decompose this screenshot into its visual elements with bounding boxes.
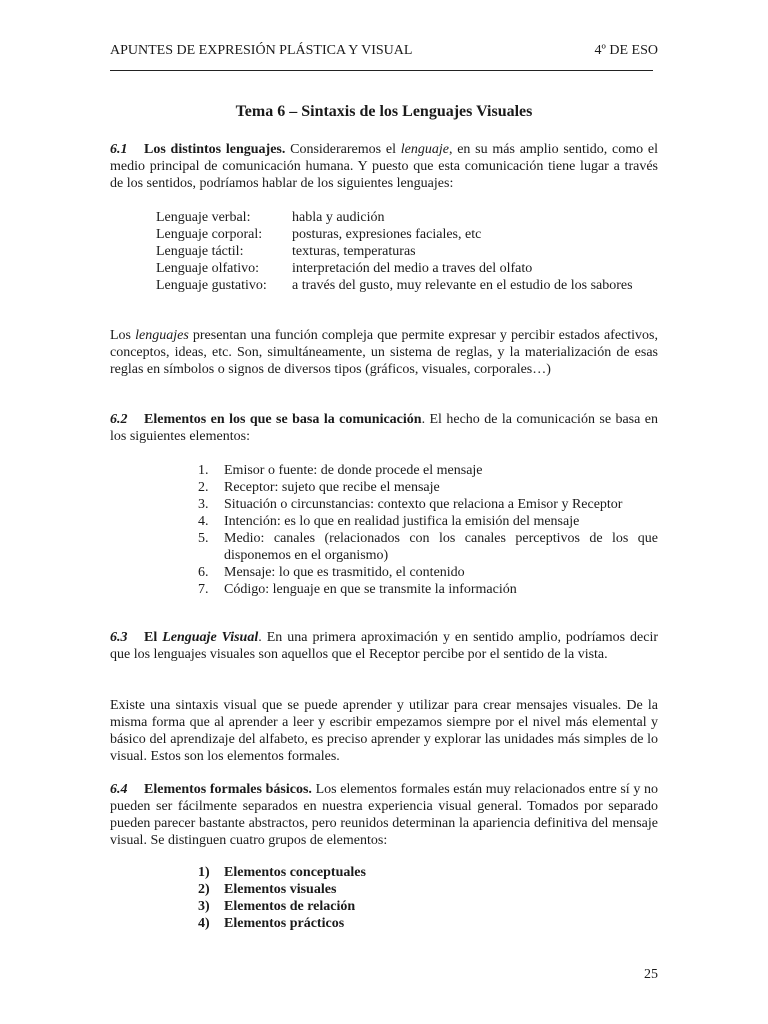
item-number: 4. bbox=[198, 514, 209, 529]
item-text: Intención: es lo que en realidad justifica la emisión del mensaje bbox=[224, 514, 580, 529]
section-number: 6.4 bbox=[110, 782, 128, 797]
language-name: Lenguaje corporal: bbox=[156, 227, 263, 242]
paragraph-sintaxis: Existe una sintaxis visual que se puede aprender y utilizar para crear mensajes visuales. De la misma forma que al aprender a leer y escribir empezamos siempre por el nivel más elemental y básico del aprendizaje del alfabeto, es preciso aprender y explorar las unidades más simples de lo visual. Estos son los elementos formales. bbox=[110, 698, 658, 764]
paragraph-text: Los bbox=[110, 328, 136, 343]
item-text: Elementos prácticos bbox=[224, 916, 345, 931]
language-name: Lenguaje gustativo: bbox=[156, 278, 267, 293]
item-text: Emisor o fuente: de donde procede el mensaje bbox=[224, 463, 483, 478]
section-number: 6.3 bbox=[110, 630, 128, 645]
section-number: 6.1 bbox=[110, 142, 128, 157]
item-text: Mensaje: lo que es trasmitido, el contenido bbox=[224, 565, 465, 580]
section-text: , en su más amplio sentido, como el medio principal de comunicación humana. Y puesto que esta comunicación tiene lugar a través de los sentidos, podríamos hablar de los siguientes lenguajes: bbox=[110, 142, 658, 191]
list-item bbox=[198, 564, 658, 581]
item-text: Situación o circunstancias: contexto que relaciona a Emisor y Receptor bbox=[224, 497, 623, 512]
section-6-4 bbox=[110, 781, 658, 849]
list-item bbox=[198, 915, 498, 932]
item-text: Elementos visuales bbox=[224, 882, 337, 897]
language-name: Lenguaje verbal: bbox=[156, 210, 251, 225]
paragraph-text: presentan una función compleja que permite expresar y percibir estados afectivos, conceptos, ideas, etc. Son, simultáneamente, un sistema de reglas, y la materialización de esas reglas en símbolos o signos de diversos tipos (gráficos, visuales, corporales…) bbox=[110, 328, 658, 377]
item-number: 5. bbox=[198, 531, 209, 546]
list-item bbox=[198, 496, 658, 513]
language-desc: texturas, temperaturas bbox=[292, 244, 416, 259]
list-item bbox=[198, 479, 658, 496]
section-6-2 bbox=[110, 411, 658, 445]
language-desc: habla y audición bbox=[292, 210, 385, 225]
list-item bbox=[198, 513, 658, 530]
list-item bbox=[156, 277, 636, 294]
item-number: 6. bbox=[198, 565, 209, 580]
item-text: Elementos conceptuales bbox=[224, 865, 366, 880]
section-heading-italic: Lenguaje Visual bbox=[162, 630, 259, 645]
section-heading: Los distintos lenguajes. bbox=[144, 142, 286, 157]
section-heading: Elementos formales básicos. bbox=[144, 782, 312, 797]
page-title: Tema 6 – Sintaxis de los Lenguajes Visuales bbox=[235, 103, 533, 120]
item-number: 7. bbox=[198, 582, 209, 597]
item-number: 3) bbox=[198, 899, 210, 914]
item-number: 1. bbox=[198, 463, 209, 478]
languages-list bbox=[156, 209, 636, 294]
item-number: 2. bbox=[198, 480, 209, 495]
item-number: 3. bbox=[198, 497, 209, 512]
list-item bbox=[198, 462, 658, 479]
list-item bbox=[198, 881, 498, 898]
list-item bbox=[198, 898, 498, 915]
section-heading: El bbox=[144, 630, 163, 645]
language-name: Lenguaje táctil: bbox=[156, 244, 244, 259]
list-item bbox=[156, 260, 636, 277]
language-desc: a través del gusto, muy relevante en el estudio de los sabores bbox=[292, 278, 633, 293]
language-desc: interpretación del medio a traves del olfato bbox=[292, 261, 533, 276]
paragraph-text-italic: lenguajes bbox=[135, 328, 189, 343]
item-text: Elementos de relación bbox=[224, 899, 356, 914]
section-text: . En una primera aproximación y en sentido amplio, podríamos decir que los lenguajes visuales son aquellos que el Receptor percibe por el sentido de la vista. bbox=[110, 630, 658, 662]
header-rule bbox=[110, 70, 653, 71]
page-number: 25 bbox=[644, 967, 658, 982]
paragraph-lenguajes bbox=[110, 327, 658, 378]
communication-elements-list bbox=[198, 462, 658, 598]
list-item bbox=[156, 209, 636, 226]
page-header bbox=[110, 42, 658, 60]
item-number: 1) bbox=[198, 865, 210, 880]
section-text: Los elementos formales están muy relacionados entre sí y no pueden ser fácilmente separados en nuestra experiencia visual general. Tomados por separado pueden parecer bastante abstractos, pero reunidos determinan la apariencia definitiva del mensaje visual. Se distinguen cuatro grupos de elementos: bbox=[110, 782, 658, 848]
section-text: . El hecho de la comunicación se basa en los siguientes elementos: bbox=[110, 412, 658, 444]
list-item bbox=[198, 530, 658, 564]
section-6-3 bbox=[110, 629, 658, 663]
section-6-1 bbox=[110, 141, 658, 192]
section-heading: Elementos en los que se basa la comunicación bbox=[144, 412, 422, 427]
document-page bbox=[110, 0, 658, 1024]
section-number: 6.2 bbox=[110, 412, 128, 427]
language-desc: posturas, expresiones faciales, etc bbox=[292, 227, 482, 242]
list-item bbox=[198, 581, 658, 598]
language-name: Lenguaje olfativo: bbox=[156, 261, 260, 276]
section-text: Consideraremos el bbox=[285, 142, 401, 157]
item-number: 4) bbox=[198, 916, 210, 931]
item-text: Código: lenguaje en que se transmite la información bbox=[224, 582, 517, 597]
item-number: 2) bbox=[198, 882, 210, 897]
item-text: Receptor: sujeto que recibe el mensaje bbox=[224, 480, 440, 495]
element-groups-list bbox=[198, 864, 498, 932]
list-item bbox=[156, 243, 636, 260]
item-text: Medio: canales (relacionados con los canales perceptivos de los que disponemos en el organismo) bbox=[224, 531, 658, 563]
list-item bbox=[156, 226, 636, 243]
header-course-title: APUNTES DE EXPRESIÓN PLÁSTICA Y VISUAL bbox=[110, 43, 413, 58]
header-grade: 4º DE ESO bbox=[594, 43, 658, 58]
list-item bbox=[198, 864, 498, 881]
section-text-italic: lenguaje bbox=[400, 142, 449, 157]
